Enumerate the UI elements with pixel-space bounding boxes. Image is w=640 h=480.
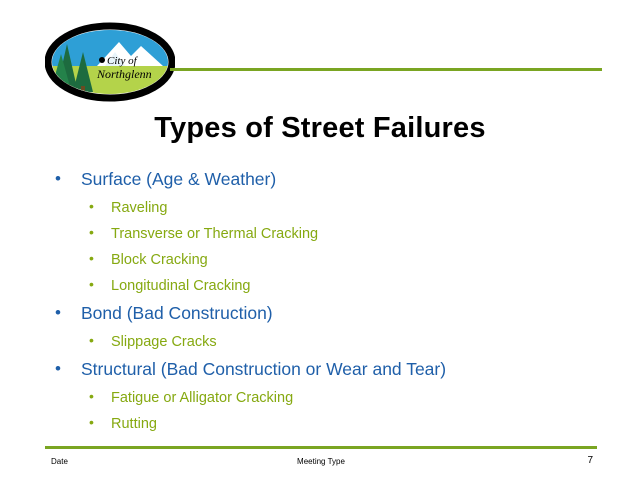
bullet-dash-icon: • [89, 332, 94, 348]
bullet-level2-label: Fatigue or Alligator Cracking [111, 390, 294, 406]
bullet-dash-icon: • [89, 250, 94, 266]
page-title: Types of Street Failures [154, 112, 486, 144]
bullet-level1-label: Structural (Bad Construction or Wear and Tear) [81, 359, 447, 379]
bullet-level2 [45, 248, 605, 272]
bullet-level2 [45, 274, 605, 298]
bullet-list [45, 166, 605, 438]
bullet-level1 [45, 356, 605, 382]
bullet-dash-icon: • [89, 276, 94, 292]
logo-text-line2: Northglenn [97, 67, 152, 81]
bullet-level2 [45, 386, 605, 410]
bullet-level2-label: Longitudinal Cracking [111, 278, 251, 294]
bullet-dash-icon: • [89, 414, 94, 430]
footer-meeting-type: Meeting Type [297, 457, 345, 466]
bullet-level1-label: Bond (Bad Construction) [81, 303, 273, 323]
logo-text-line1: City of [107, 55, 137, 67]
footer-date: Date [51, 457, 68, 466]
bullet-dash-icon: • [89, 198, 94, 214]
bullet-level2-label: Rutting [111, 416, 157, 432]
bullet-dot-icon: • [55, 359, 61, 378]
bullet-level2-label: Raveling [111, 200, 168, 216]
footer-page-number: 7 [587, 455, 593, 466]
bullet-level1 [45, 166, 605, 192]
footer-divider [45, 446, 597, 449]
header-divider [170, 68, 602, 71]
bullet-level1-label: Surface (Age & Weather) [81, 169, 277, 189]
footer [45, 455, 597, 471]
bullet-level1 [45, 300, 605, 326]
bullet-level2-label: Block Cracking [111, 252, 208, 268]
bullet-level2-label: Transverse or Thermal Cracking [111, 226, 319, 242]
bullet-level2 [45, 196, 605, 220]
bullet-level2 [45, 222, 605, 246]
bullet-dot-icon: • [55, 303, 61, 322]
bullet-level2 [45, 330, 605, 354]
bullet-level2-label: Slippage Cracks [111, 334, 217, 350]
bullet-dash-icon: • [89, 224, 94, 240]
bullet-level2 [45, 412, 605, 436]
bullet-dot-icon: • [55, 169, 61, 188]
bullet-dash-icon: • [89, 388, 94, 404]
city-of-northglenn-logo [45, 18, 175, 106]
